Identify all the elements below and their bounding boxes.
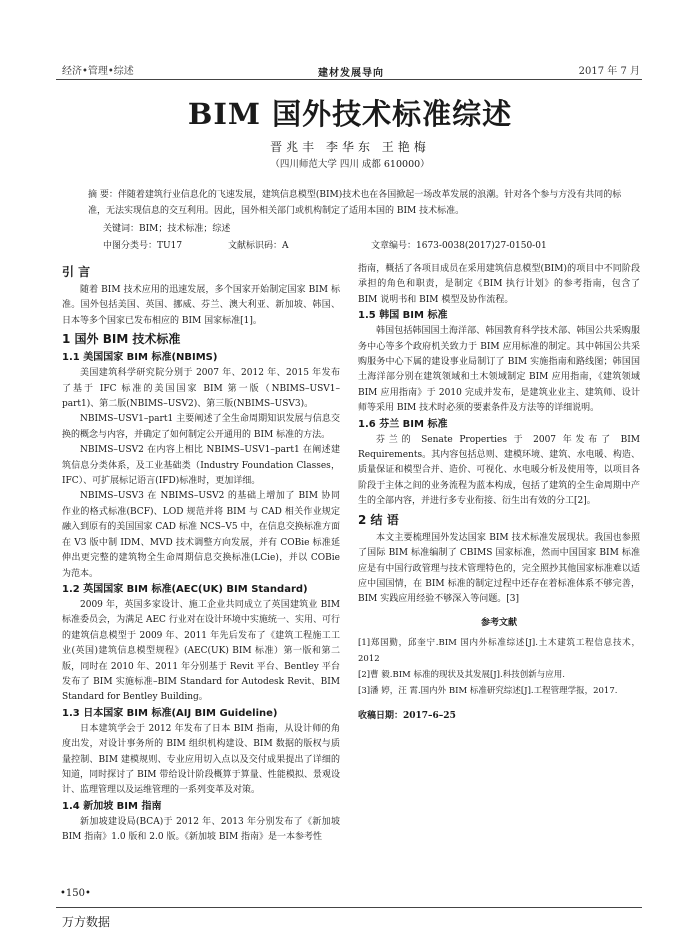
paragraph-1-1-a: 美国建筑科学研究院分别于 2007 年、2012 年、2015 年发布了基于 IFC 标准的美国国家 BIM 第一版（NBIMS–USV1–part1)、第二版(NBIMS–USV2)、第三版(NBIMS–USV3)。 bbox=[62, 368, 340, 410]
clc-number: 中图分类号：TU17 bbox=[103, 241, 183, 251]
subsection-heading-1-3: 1.3 日本国家 BIM 标准(AIJ BIM Guideline) bbox=[62, 707, 278, 719]
reference-item: [2]曹 毅.BIM 标准的现状及其发展[J].科技创新与应用. bbox=[358, 670, 565, 681]
subsection-heading-1-2: 1.2 英国国家 BIM 标准(AEC(UK) BIM Standard) bbox=[62, 583, 308, 595]
subsection-heading-1-5: 1.5 韩国 BIM 标准 bbox=[358, 310, 448, 322]
reference-item: [1]郑国勤，邱奎宁.BIM 国内外标准综述[J].土木建筑工程信息技术，2012 bbox=[358, 638, 640, 665]
abstract: 摘 要：伴随着建筑行业信息化的飞速发展，建筑信息模型(BIM)技术也在各国掀起一场改革发展的浪潮。针对各个参与方没有共同的标准，无法实现信息的交互利用。因此，国外相关部门或机构制定了适用本国的 BIM 技术标准。 bbox=[88, 190, 622, 216]
authors: 晋兆丰 李华东 王艳梅 bbox=[270, 140, 430, 154]
paragraph-1-4: 新加坡建设局(BCA)于 2012 年、2013 年分别发布了《新加坡 BIM 指南》1.0 版和 2.0 版。《新加坡 BIM 指南》是一本参考性 bbox=[62, 816, 340, 843]
paragraph-1-3: 日本建筑学会于 2012 年发布了日本 BIM 指南，从设计师的角度出发，对设计事务所的 BIM 组织机构建设、BIM 数据的版权与质量控制、BIM 建模规则、专业应用切入点以及交付成果提出了详细的知道，同时探讨了 BIM 带给设计阶段概算于算量、性能模拟、景观设计、监理管理以及运维管理的一系列变革及对策。 bbox=[62, 723, 340, 796]
subsection-heading-1-4: 1.4 新加坡 BIM 指南 bbox=[62, 800, 162, 812]
paragraph-1-2: 2009 年，英国多家设计、施工企业共同成立了英国建筑业 BIM 标准委员会，为满足 AEC 行业对在设计环境中实施统一、实用、可行的建筑信息模型于 2009 年、2011 年先后发布了《建筑工程施工工业(英国)建筑信息模型规程》(AEC(UK) BIM 标准）第一版和第二版，同时在 2010 年、2011 年分别基于 Revit 平台、Bentley 平台发布了 BIM 实施标准–BIM Standard for Autodesk Revit、BIM Standard for Bentley Building。 bbox=[62, 599, 340, 703]
paragraph-intro: 随着 BIM 技术应用的迅速发展，多个国家开始制定国家 BIM 标准。国外包括美国、英国、挪威、芬兰、澳大利亚、新加坡、韩国、日本等多个国家已发布相应的 BIM 国家标准[1]。 bbox=[62, 285, 340, 326]
header-section: 经济•管理•综述 bbox=[62, 66, 134, 77]
paragraph-1-1-b: NBIMS–USV1–part1 主要阐述了全生命周期知识发展与信息交换的概念与内容，并确定了如何制定公开通用的 BIM 标准的方法。 bbox=[62, 414, 340, 440]
paragraph-1-4-cont: 指南，概括了各项目成员在采用建筑信息模型(BIM)的项目中不同阶段承担的角色和职责，是制定《BIM 执行计划》的参考指南，包含了 BIM 说明书和 BIM 模型及协作流程。 bbox=[358, 264, 640, 305]
section-heading-1: 1 国外 BIM 技术标准 bbox=[62, 332, 181, 347]
paper-title: BIM 国外技术标准综述 bbox=[187, 97, 513, 131]
paragraph-1-1-d: NBIMS–USV3 在 NBIMS–USV2 的基础上增加了 BIM 协同作业的格式标准(BCF)、LOD 规范并将 BIM 与 CAD 相关作业规定融入到原有的美国国家 CAD 标准 NCS–V5 中，在信息交换标准方面在 V3 版中制 IDM、MVD 技术调整方向发展，并有 COBie 标准延伸出更完整的建筑物全生命周期信息交换标准(LCie)，并以 COBie 为范本。 bbox=[62, 491, 340, 579]
page-number: •150• bbox=[60, 888, 91, 899]
right-column bbox=[358, 262, 640, 725]
database-brand: 万方数据 bbox=[62, 915, 111, 929]
paragraph-1-5: 韩国包括韩国国土海洋部、韩国教育科学技术部、韩国公共采购服务中心等多个政府机关致力于 BIM 应用标准的制定。其中韩国公共采购服务中心下属的建设事业局制订了 BIM 实施指南和路线图；韩国国土海洋部分别在建筑领域和土木领域制定 BIM 应用指南，《建筑领域 BIM 应用指南》于 2010 完成并发布，是建筑业业主、建筑师、设计师等采用 BIM 技术时必须的要素条件及方法等的详细说明。 bbox=[358, 326, 640, 414]
footer-divider bbox=[56, 907, 642, 908]
subsection-heading-1-1: 1.1 美国国家 BIM 标准(NBIMS) bbox=[62, 352, 218, 364]
received-date: 收稿日期：2017–6–25 bbox=[358, 711, 456, 722]
left-column bbox=[62, 262, 340, 846]
doc-code: 文献标识码：A bbox=[228, 241, 289, 251]
journal-logo: 建材发展导向 bbox=[318, 68, 384, 79]
affiliation: （四川师范大学 四川 成都 610000） bbox=[270, 159, 430, 170]
keywords: 关键词：BIM；技术标准；综述 bbox=[103, 224, 231, 234]
paragraph-2: 本文主要梳理国外发达国家 BIM 技术标准发展现状。我国也参照了国际 BIM 标准编制了 CBIMS 国家标准，然而中国国家 BIM 标准应是有中国行政管理与技术管理特色的，完全照抄其他国家标准难以适应中国国情，在 BIM 标准的制定过程中还存在着标准体系不够完善，BIM 实践应用经验不够深入等问题。[3] bbox=[358, 532, 640, 605]
references-heading: 参考文献 bbox=[480, 617, 517, 628]
header-divider bbox=[56, 79, 642, 80]
paragraph-1-6: 芬兰的 Senate Properties 于 2007 年发布了 BIM Requirements。其内容包括总则、建模环境、建筑、水电暖、构造、质量保证和模型合并、造价、可视化、水电暖分析及使用等，以项目各阶段于主体之间的业务流程为蓝本构成，包括了建筑的全生命周期中产生的全部内容，并进行多专业衔接、衍生出有效的分工[2]。 bbox=[358, 434, 640, 507]
section-heading-2: 2 结 语 bbox=[358, 512, 399, 527]
header-date: 2017 年 7 月 bbox=[578, 66, 640, 77]
article-number: 文章编号：1673-0038(2017)27-0150-01 bbox=[371, 241, 547, 251]
reference-item: [3]潘 婷，汪 霄.国内外 BIM 标准研究综述[J].工程管理学报，2017. bbox=[358, 686, 618, 697]
paragraph-1-1-c: NBIMS–USV2 在内容上相比 NBIMS–USV1–part1 在阐述建筑信息分类体系，及工业基础类（Industry Foundation Classes，IFC）、可扩展标记语言(IFD)标准时，更加详细。 bbox=[62, 445, 340, 487]
section-heading-intro: 引 言 bbox=[62, 265, 91, 279]
subsection-heading-1-6: 1.6 芬兰 BIM 标准 bbox=[358, 418, 448, 430]
